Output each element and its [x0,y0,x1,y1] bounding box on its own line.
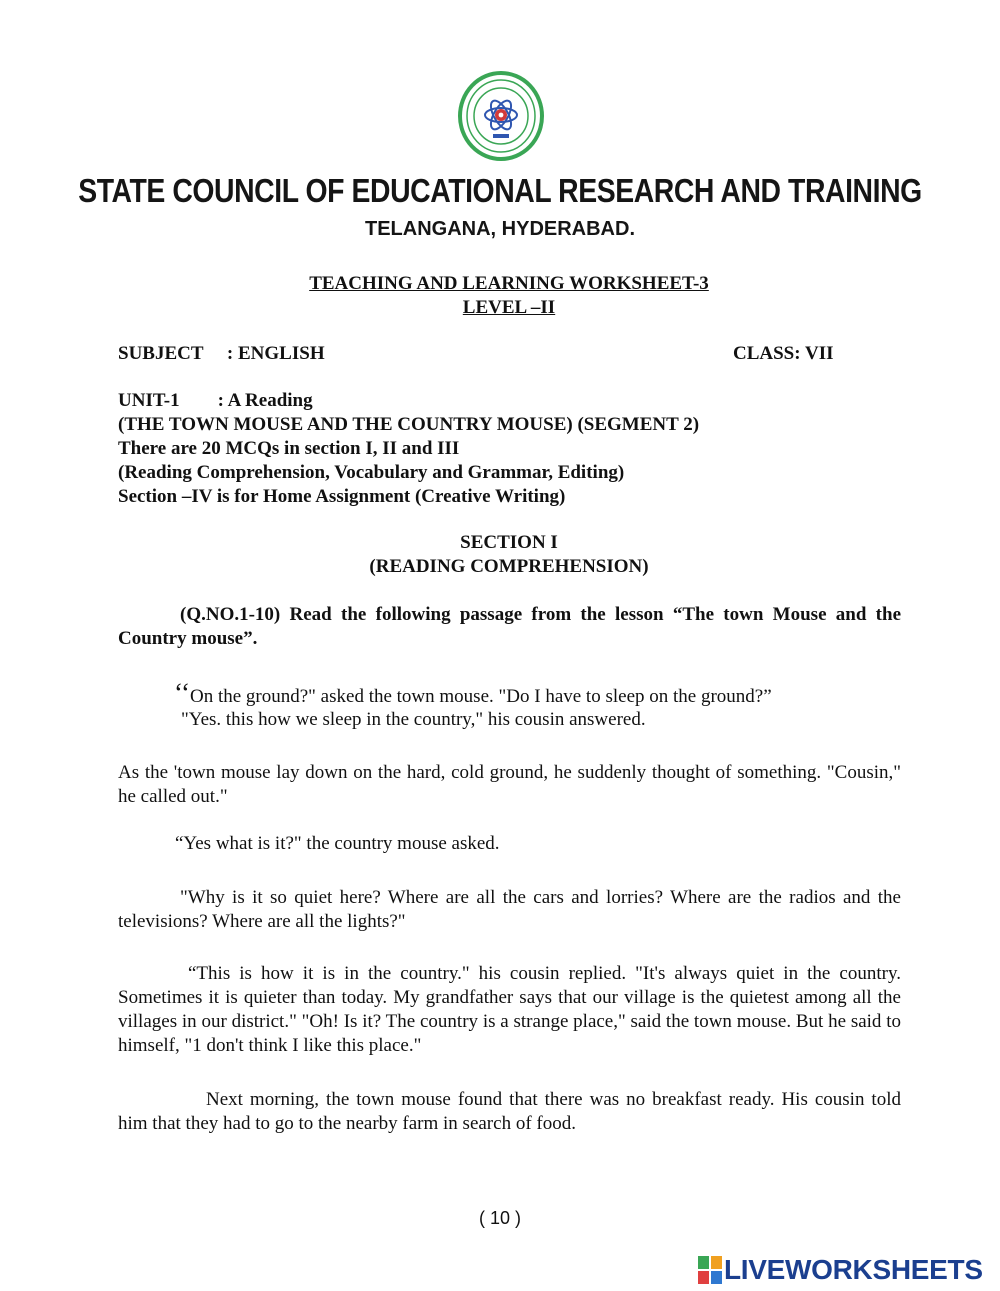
sections-info-line: (Reading Comprehension, Vocabulary and Grammar, Editing) [118,462,625,483]
passage-line-1: ‘‘On the ground?" asked the town mouse. "Do I have to sleep on the ground?” [174,678,772,708]
passage-paragraph-6: Next morning, the town mouse found that there was no breakfast ready. His cousin told him that they had to go to the nearby farm in search of food. [118,1089,901,1134]
liveworksheets-logo[interactable] [698,1255,983,1285]
instruction-paragraph [118,603,901,651]
worksheet-title: TEACHING AND LEARNING WORKSHEET-3 [309,273,709,294]
passage-paragraph-4: "Why is it so quiet here? Where are all the cars and lorries? Where are the radios and the televisions? Where are all the lights?" [118,887,901,932]
segment-line: (THE TOWN MOUSE AND THE COUNTRY MOUSE) (SEGMENT 2) [118,414,700,435]
opening-quote-mark: ‘‘ [174,678,190,708]
passage-line-2: "Yes. this how we sleep in the country," his cousin answered. [181,709,646,730]
passage-paragraph-2: As the 'town mouse lay down on the hard, cold ground, he suddenly thought of something. "Cousin," he called out." [118,762,901,807]
scert-seal-logo [458,71,544,161]
liveworksheets-logo-text: LIVEWORKSHEETS [724,1254,983,1285]
home-assignment-line: Section –IV is for Home Assignment (Creative Writing) [118,486,566,507]
mcq-info-line: There are 20 MCQs in section I, II and III [118,438,460,459]
worksheet-level: LEVEL –II [462,297,556,318]
section-heading: SECTION I [460,532,558,553]
section-subheading: (READING COMPREHENSION) [369,556,649,577]
passage-paragraph-5: “This is how it is in the country." his cousin replied. "It's always quiet in the country. Sometimes it is quieter than today. My grandfather says that our village is the quietest among all the villages in our district." "Oh! Is it? The country is a strange place," said the town mouse. But he said to himself, "1 don't think I like this place." [118,963,901,1056]
unit-line: UNIT-1 : A Reading [118,390,313,411]
organization-location: TELANGANA, HYDERABAD. [365,218,635,240]
organization-name: STATE COUNCIL OF EDUCATIONAL RESEARCH AND TRAINING [78,172,922,209]
liveworksheets-badge-icon [698,1256,722,1284]
instruction-text: (Q.NO.1-10) Read the following passage from the lesson “The town Mouse and the Country mouse”. [118,604,901,649]
subject-line: SUBJECT : ENGLISH [118,343,325,364]
page-number: ( 10 ) [478,1208,521,1228]
class-label: CLASS: VII [733,343,834,364]
passage-paragraph-3: “Yes what is it?" the country mouse asked. [175,833,500,854]
